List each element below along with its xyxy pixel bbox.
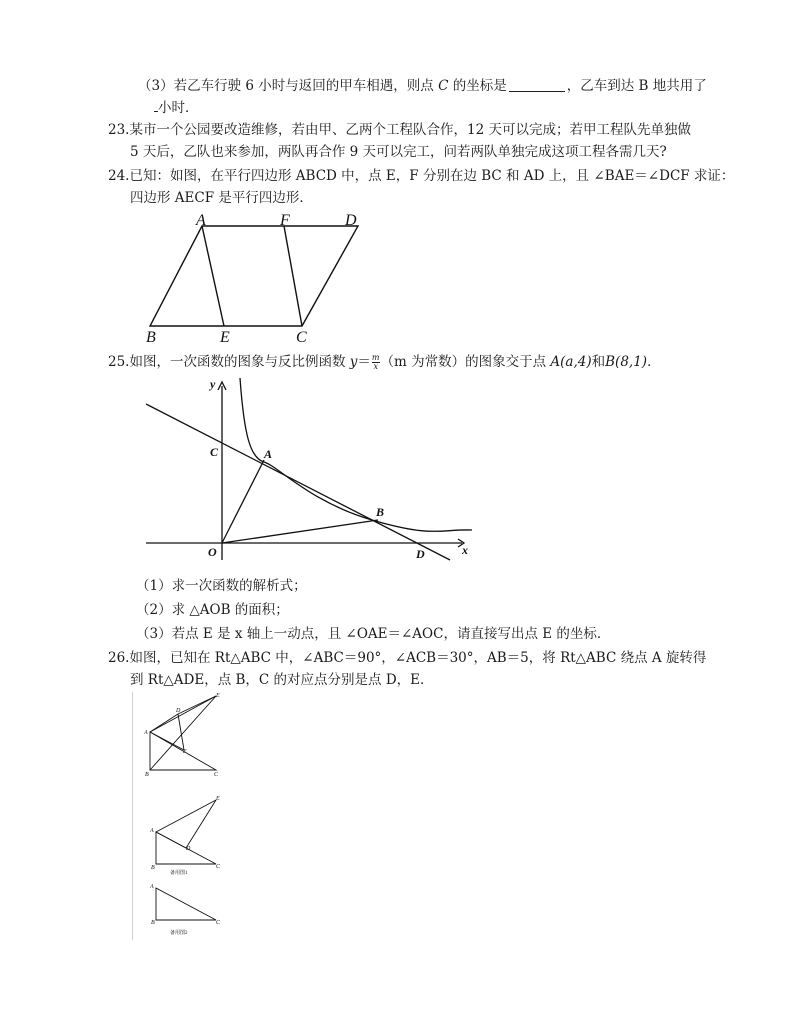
- q24-number: 24.: [108, 168, 130, 184]
- fig1-label-F: F: [183, 749, 187, 755]
- fig1-label-B: B: [145, 772, 149, 778]
- q25-and: 和: [591, 354, 606, 370]
- q26-figure-2: [140, 790, 230, 878]
- q26-text-2: 到 Rt△ADE，点 B，C 的对应点分别是点 D，E．: [130, 672, 434, 688]
- q25-point-b: B(8,1): [605, 354, 648, 370]
- q23-text-1: 某市一个公园要改造维修，若由甲、乙两个工程队合作，12 天可以完成；若甲工程队先单独做: [129, 122, 691, 138]
- q26-figure-1: [140, 690, 230, 778]
- q24-parallelogram-figure: [140, 214, 380, 348]
- q25-number: 25.: [108, 354, 130, 370]
- q25-part3-text: （3）若点 E 是 x 轴上一动点，且 ∠OAE＝∠AOC，请直接写出点 E 的坐标．: [136, 626, 611, 642]
- q24-text-1: 已知：如图，在平行四边形 ABCD 中，点 E，F 分别在边 BC 和 AD 上，且 ∠BAE＝∠DCF 求证：: [129, 168, 735, 184]
- fig2-label-C: C: [216, 864, 221, 870]
- fig3-label-A: A: [150, 884, 154, 890]
- q24-line1: [108, 166, 734, 186]
- q26-text-1: 如图，已知在 Rt△ABC 中，∠ABC＝90°，∠ACB＝30°，AB＝5，将 Rt△ABC 绕点 A 旋转得: [129, 650, 707, 666]
- q25-line1: 25.如图，一次函数的图象与反比例函数 y＝ $\frac{m}{x}$ （m 为常数）的图象交于点 A(a,4)和B(8,1)．: [108, 353, 661, 371]
- fig2-label-D: D: [186, 846, 191, 852]
- q25-function-graph: [140, 374, 475, 564]
- label-B: B: [146, 329, 156, 346]
- fig3-label-C: C: [216, 920, 221, 926]
- frac-denominator: x: [373, 362, 378, 371]
- q26-line1: [108, 648, 706, 668]
- label-B: B: [376, 505, 385, 519]
- fig2-label-A: A: [150, 828, 154, 834]
- q22-text-a: （3）若乙车行驶 6 小时与返回的甲车相遇，则点: [138, 78, 434, 94]
- q23-line2: [130, 142, 667, 162]
- label-D: D: [416, 547, 425, 561]
- q22-text-d: 小时．: [158, 100, 199, 116]
- frac-numerator: m: [371, 353, 380, 362]
- label-C: C: [210, 445, 219, 459]
- axis-label-x: x: [462, 543, 468, 557]
- axis-label-y: y: [210, 377, 216, 391]
- q23-number: 23.: [108, 122, 130, 138]
- fig1-label-A: A: [144, 730, 148, 736]
- q22-text-c: ，乙车到达 B 地共用了: [566, 78, 707, 94]
- q26-number: 26.: [108, 650, 130, 666]
- label-E: E: [220, 329, 230, 346]
- q26-figure-3: [140, 878, 230, 940]
- fig2-label-E: E: [216, 796, 220, 802]
- label-A: A: [264, 447, 273, 461]
- fig2-caption: 备用图1: [170, 871, 188, 876]
- fig3-label-B: B: [151, 920, 155, 926]
- q23-text-2: 5 天后，乙队也来参加，两队再合作 9 天可以完工，问若两队单独完成这项工程各需几天?: [130, 144, 667, 160]
- q22-part3-line1: [138, 76, 707, 96]
- label-D: D: [345, 214, 357, 229]
- fig2-label-B: B: [151, 865, 155, 871]
- fraction-m-over-x: [372, 354, 380, 371]
- q25-text-2: （m 为常数）的图象交于点: [380, 354, 547, 370]
- q23-line1: [108, 120, 691, 140]
- q22-part3-line2: [154, 97, 199, 118]
- q25-part1-text: （1）求一次函数的解析式；: [136, 578, 307, 594]
- q25-part3: [136, 624, 610, 644]
- fig1-label-E: E: [216, 693, 220, 699]
- q25-part1: [136, 576, 307, 596]
- q25-end: ．: [647, 354, 661, 370]
- figure-margin-line: [132, 692, 133, 940]
- fig1-label-C: C: [214, 772, 219, 778]
- label-A: A: [196, 214, 206, 229]
- fig3-caption: 备用图2: [170, 931, 188, 936]
- q22-text-b: 的坐标是: [452, 78, 507, 94]
- label-C: C: [296, 329, 307, 346]
- q25-part2: [136, 600, 289, 620]
- q26-line2: [130, 670, 434, 690]
- answer-blank[interactable]: [509, 77, 565, 92]
- label-F: F: [280, 214, 290, 229]
- fig1-label-D: D: [176, 708, 181, 714]
- q24-text-2: 四边形 AECF 是平行四边形．: [130, 190, 313, 206]
- q25-point-a: A(a,4): [550, 354, 592, 370]
- q25-var-y: y: [349, 354, 358, 370]
- label-O: O: [208, 545, 217, 559]
- q22-var-c: C: [438, 78, 449, 94]
- q24-line2: [130, 188, 313, 208]
- q25-text-1: 如图，一次函数的图象与反比例函数: [129, 354, 346, 370]
- q25-part2-text: （2）求 △AOB 的面积；: [136, 602, 289, 618]
